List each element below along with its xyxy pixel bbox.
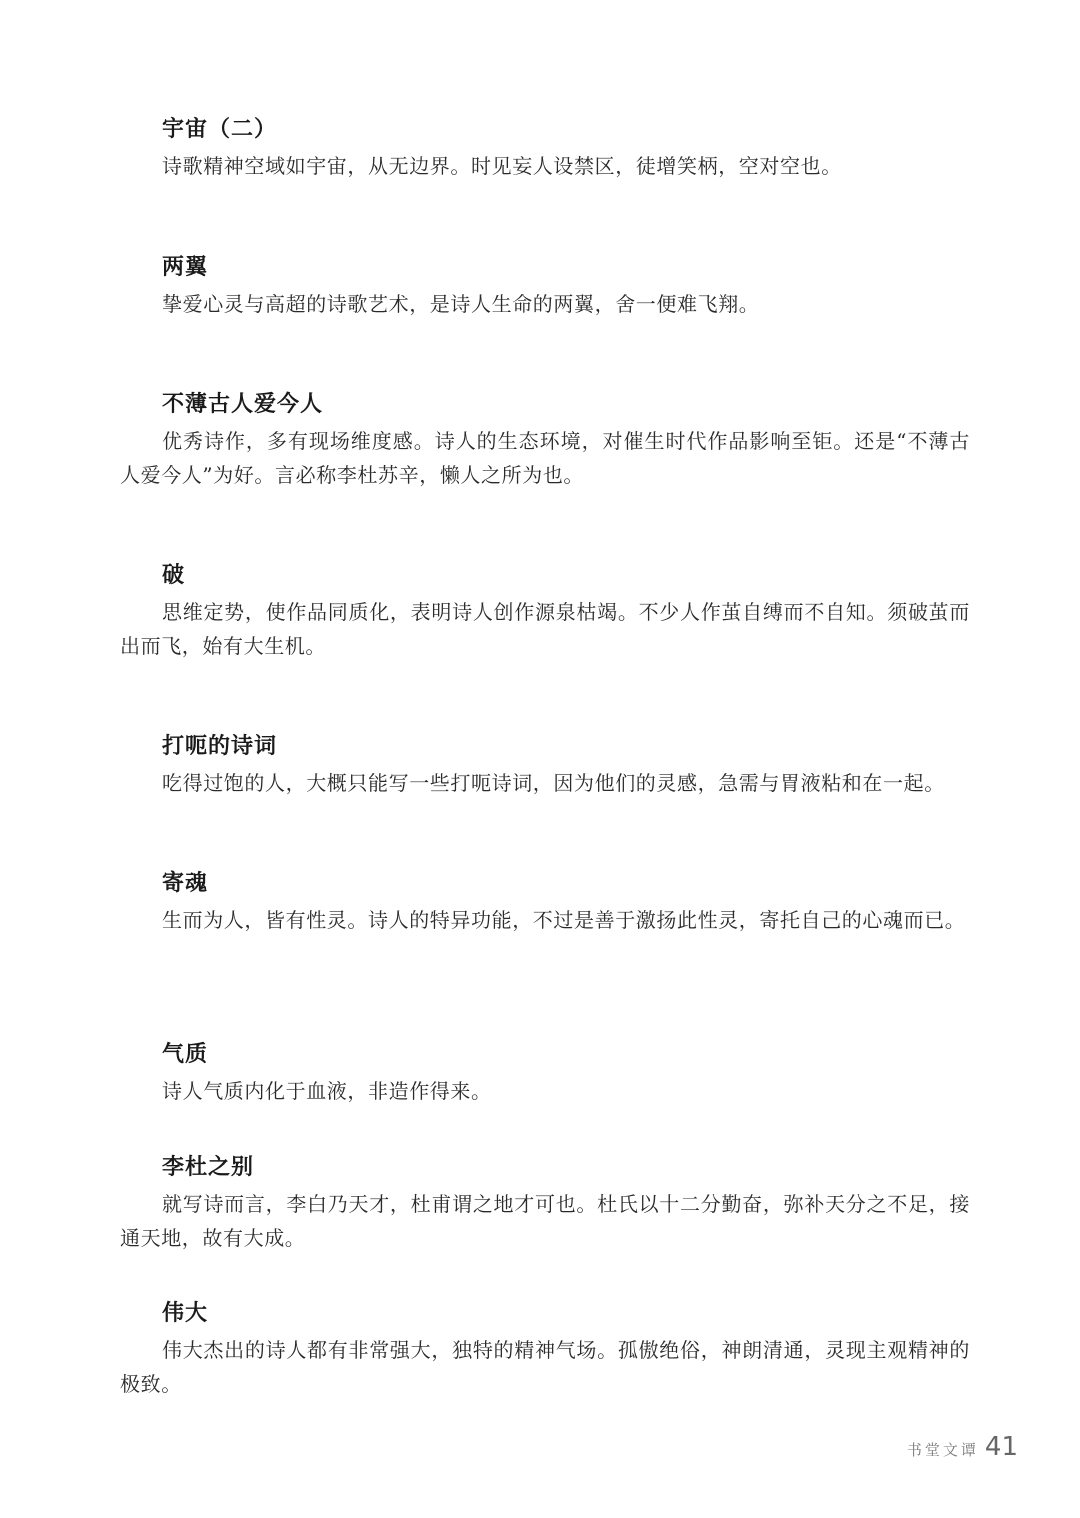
running-footer-label: 书堂文谭 (906, 1441, 979, 1459)
essay-section (120, 558, 970, 663)
section-text: 挚爱心灵与高超的诗歌艺术，是诗人生命的两翼，舍一便难飞翔。 (162, 292, 760, 316)
section-text: 生而为人，皆有性灵。诗人的特异功能，不过是善于激扬此性灵，寄托自己的心魂而已。 (162, 908, 966, 932)
essay-section (120, 1150, 970, 1255)
page-footer (907, 1432, 1018, 1462)
section-title: 伟大 (162, 1300, 209, 1326)
essay-section (120, 1296, 970, 1401)
section-title: 打呃的诗词 (162, 733, 278, 759)
essay-section (120, 866, 970, 937)
essay-section (120, 729, 970, 800)
essay-section (120, 1037, 970, 1108)
section-title: 宇宙（二） (162, 116, 278, 142)
section-title: 寄魂 (162, 870, 209, 896)
section-text: 伟大杰出的诗人都有非常强大，独特的精神气场。孤傲绝俗，神朗清通，灵现主观精神的极致。 (120, 1338, 970, 1396)
section-text: 思维定势，使作品同质化，表明诗人创作源泉枯竭。不少人作茧自缚而不自知。须破茧而出而飞，始有大生机。 (120, 600, 970, 658)
section-text: 就写诗而言，李白乃天才，杜甫谓之地才可也。杜氏以十二分勤奋，弥补天分之不足，接通天地，故有大成。 (120, 1192, 970, 1250)
section-title: 不薄古人爱今人 (162, 391, 324, 417)
section-text: 诗人气质内化于血液，非造作得来。 (162, 1079, 492, 1103)
section-text: 优秀诗作，多有现场维度感。诗人的生态环境，对催生时代作品影响至钜。还是“不薄古人爱今人”为好。言必称李杜苏辛，懒人之所为也。 (120, 429, 970, 487)
section-text: 诗歌精神空域如宇宙，从无边界。时见妄人设禁区，徒增笑柄，空对空也。 (162, 154, 842, 178)
section-title: 李杜之别 (162, 1154, 255, 1180)
section-title: 气质 (162, 1041, 209, 1067)
essay-section (120, 112, 970, 183)
section-text: 吃得过饱的人，大概只能写一些打呃诗词，因为他们的灵感，急需与胃液粘和在一起。 (162, 771, 945, 795)
page-number: 41 (984, 1432, 1018, 1462)
essay-section (120, 387, 970, 492)
section-title: 破 (162, 562, 186, 588)
essay-section (120, 250, 970, 321)
section-title: 两翼 (162, 254, 209, 280)
